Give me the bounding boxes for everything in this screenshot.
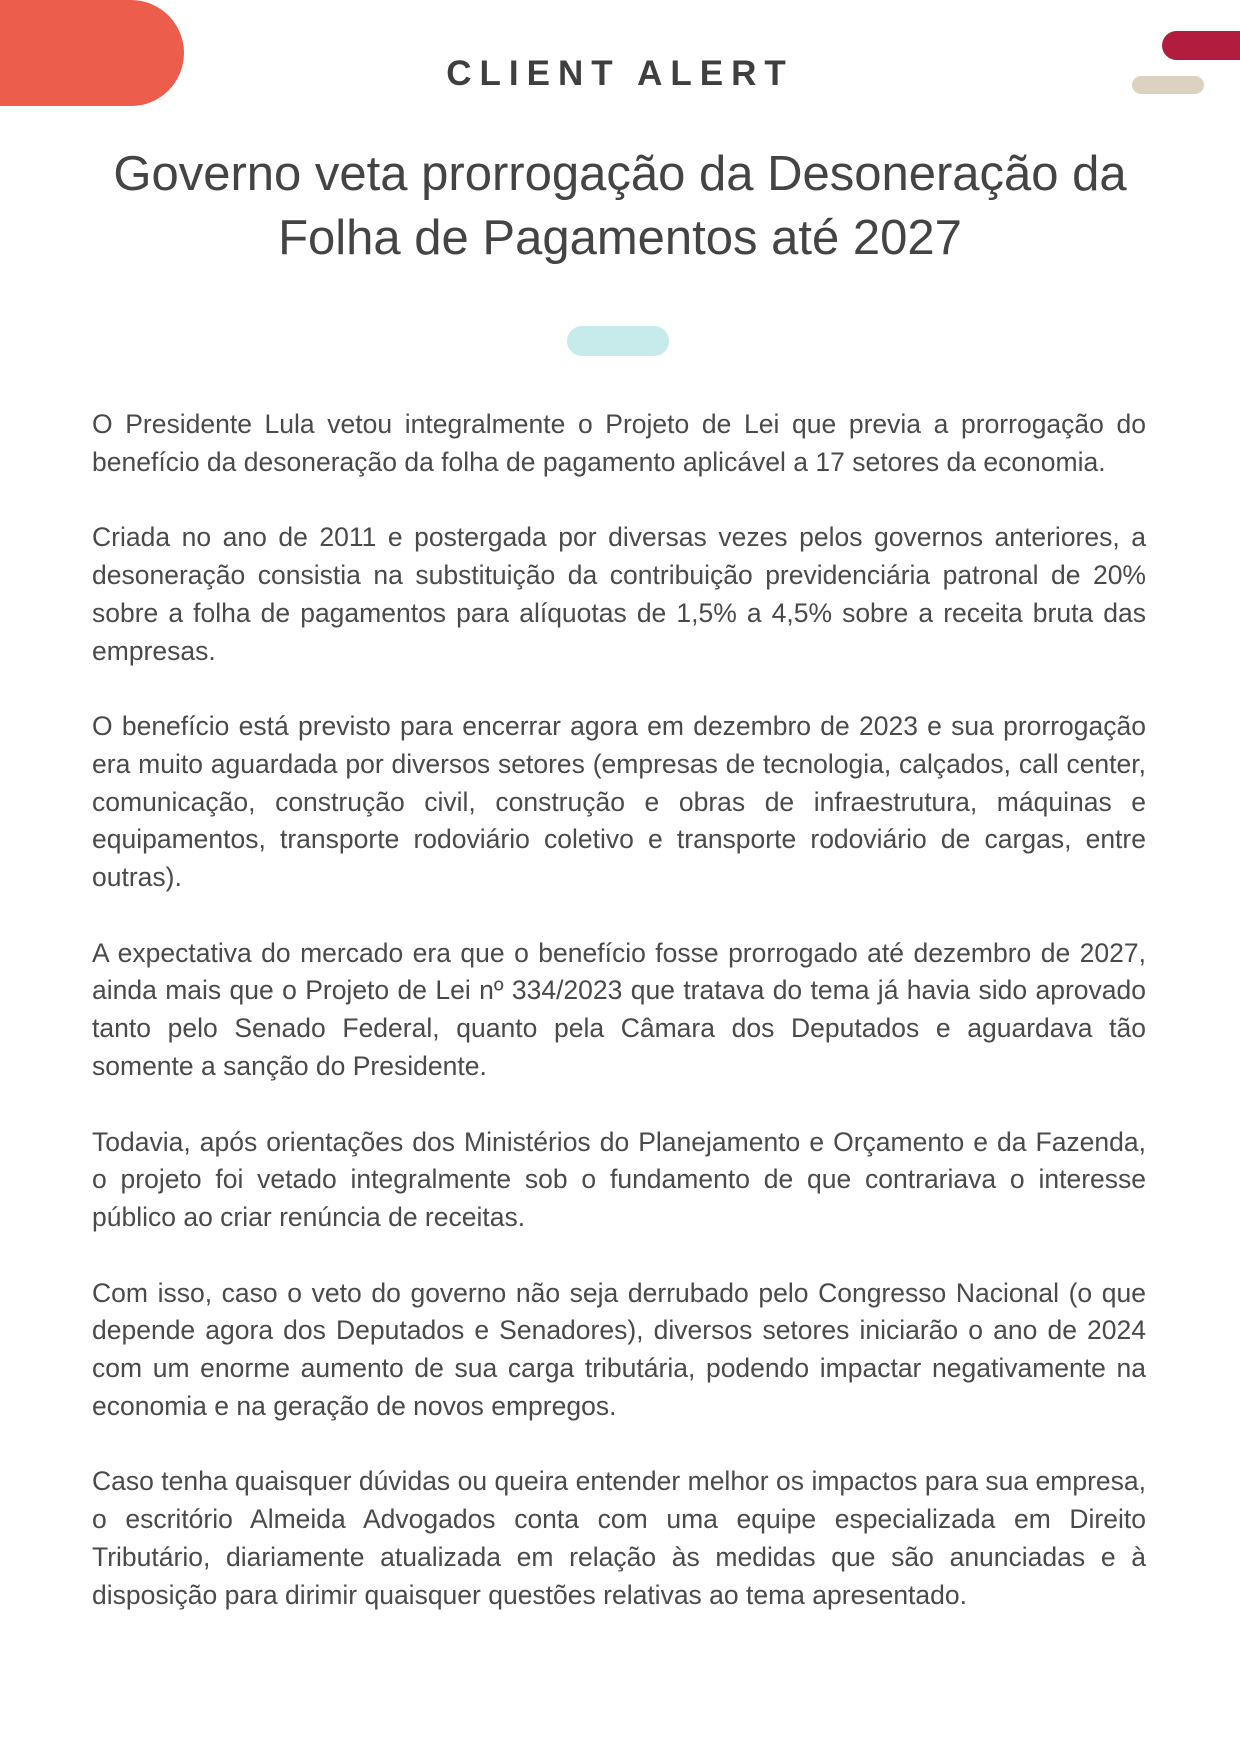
paragraph-2: Criada no ano de 2011 e postergada por diversas vezes pelos governos anteriores, a desoneração consistia na substituição da contribuição previdenciária patronal de 20% sobre a folha de pagamentos para alíquotas de 1,5% a 4,5% sobre a receita bruta das empresas. — [92, 522, 1146, 666]
paragraph-6: Com isso, caso o veto do governo não seja derrubado pelo Congresso Nacional (o que depende agora dos Deputados e Senadores), diversos setores iniciarão o ano de 2024 com um enorme aumento de sua carga tributária, podendo impactar negativamente na economia e na geração de novos empregos. — [92, 1277, 1146, 1421]
title-line-1: Governo veta prorrogação da Desoneração da — [113, 147, 1127, 201]
decorative-divider-pill — [567, 326, 669, 356]
title-line-2: Folha de Pagamentos até 2027 — [278, 211, 962, 265]
paragraph-4: A expectativa do mercado era que o benefício fosse prorrogado até dezembro de 2027, ainda mais que o Projeto de Lei nº 334/2023 que tratava do tema já havia sido aprovado tanto pelo Senado Federal, quanto pela Câmara dos Deputados e aguardava tão somente a sanção do Presidente. — [92, 937, 1146, 1081]
paragraph-1: O Presidente Lula vetou integralmente o Projeto de Lei que previa a prorrogação do benefício da desoneração da folha de pagamento aplicável a 17 setores da economia. — [92, 409, 1146, 477]
document-title — [90, 142, 1150, 270]
paragraph-5: Todavia, após orientações dos Ministérios do Planejamento e Orçamento e da Fazenda, o projeto foi vetado integralmente sob o fundamento de que contrariava o interesse público ao criar renúncia de receitas. — [92, 1126, 1146, 1232]
paragraph-3: O benefício está previsto para encerrar agora em dezembro de 2023 e sua prorrogação era muito aguardada por diversos setores (empresas de tecnologia, calçados, call center, comunicação, construção civil, construção e obras de infraestrutura, máquinas e equipamentos, transporte rodoviário coletivo e transporte rodoviário de cargas, entre outras). — [92, 711, 1146, 893]
paragraph-7: Caso tenha quaisquer dúvidas ou queira entender melhor os impactos para sua empresa, o escritório Almeida Advogados conta com uma equipe especializada em Direito Tributário, diariamente atualizada em relação às medidas que são anunciadas e à disposição para dirimir quaisquer questões relativas ao tema apresentado. — [92, 1466, 1146, 1610]
client-alert-label: CLIENT ALERT — [446, 54, 794, 93]
body-text — [92, 406, 1146, 1652]
